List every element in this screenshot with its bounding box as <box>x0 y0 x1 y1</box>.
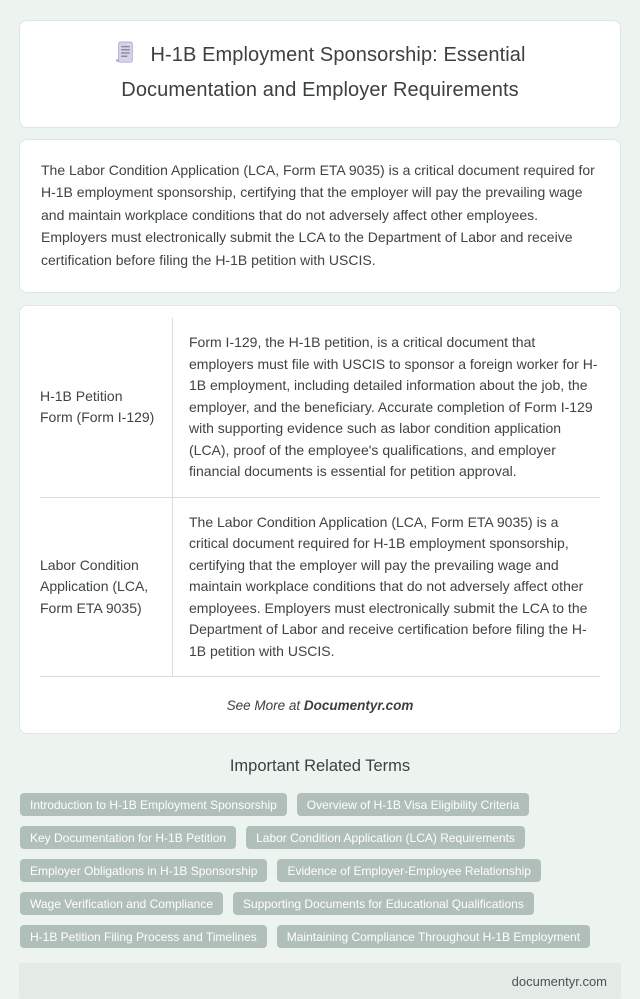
receipt-icon <box>114 41 136 75</box>
related-term-tag[interactable]: Overview of H-1B Visa Eligibility Criteria <box>297 793 530 816</box>
definition-cell: The Labor Condition Application (LCA, Form ETA 9035) is a critical document required for H-1B employment sponsorship, certifying that the employer will pay the prevailing wage and maintain workplace conditions that do not adversely affect other employees. Employers must electronically submit the LCA to the Department of Labor and receive certification before filing the H-1B petition with USCIS. <box>173 497 601 677</box>
footer-site-label: documentyr.com <box>511 973 607 989</box>
see-more-text <box>40 698 600 713</box>
related-term-tag[interactable]: Labor Condition Application (LCA) Requirements <box>246 826 525 849</box>
page-title-text-1: H-1B Employment Sponsorship: Essential <box>150 44 526 66</box>
definition-cell: Form I-129, the H-1B petition, is a critical document that employers must file with USCIS to sponsor a foreign worker for H-1B employment, including detailed information about the job, the employer, and the beneficiary. Accurate completion of Form I-129 with supporting evidence such as labor condition application (LCA), proof of the employee's qualifications, and employer financial documents is essential for petition approval. <box>173 318 601 497</box>
table-row <box>40 318 600 497</box>
terms-table <box>40 318 600 677</box>
summary-paragraph: The Labor Condition Application (LCA, Form ETA 9035) is a critical document required for H-1B employment sponsorship, certifying that the employer will pay the prevailing wage and maintain workplace conditions that do not adversely affect other employees. Employers must electronically submit the LCA to the Department of Labor and receive certification before filing the H-1B petition with USCIS. <box>41 162 595 268</box>
table-row <box>40 497 600 677</box>
related-term-tag[interactable]: Supporting Documents for Educational Qualifications <box>233 892 534 915</box>
related-term-tag[interactable]: Evidence of Employer-Employee Relationship <box>277 859 540 882</box>
page-title-line-1 <box>48 40 592 75</box>
related-term-tag[interactable]: H-1B Petition Filing Process and Timelines <box>20 925 267 948</box>
related-term-tag[interactable]: Wage Verification and Compliance <box>20 892 223 915</box>
term-cell: H-1B Petition Form (Form I-129) <box>40 318 173 497</box>
terms-table-card <box>19 305 621 734</box>
see-more-prefix: See More at <box>226 698 304 714</box>
summary-card <box>19 139 621 293</box>
related-term-tag[interactable]: Employer Obligations in H-1B Sponsorship <box>20 859 267 882</box>
page-title-line-2 <box>48 75 592 106</box>
related-terms-heading: Important Related Terms <box>229 757 411 776</box>
related-term-tag[interactable]: Key Documentation for H-1B Petition <box>20 826 236 849</box>
related-terms-list <box>20 793 621 948</box>
page-title-text-2: Documentation and Employer Requirements <box>121 79 519 101</box>
see-more-link[interactable]: Documentyr.com <box>303 698 414 714</box>
footer-bar <box>19 963 621 999</box>
related-term-tag[interactable]: Maintaining Compliance Throughout H-1B Employment <box>277 925 590 948</box>
related-term-tag[interactable]: Introduction to H-1B Employment Sponsorship <box>20 793 287 816</box>
title-card <box>19 20 621 128</box>
term-cell: Labor Condition Application (LCA, Form ETA 9035) <box>40 497 173 677</box>
